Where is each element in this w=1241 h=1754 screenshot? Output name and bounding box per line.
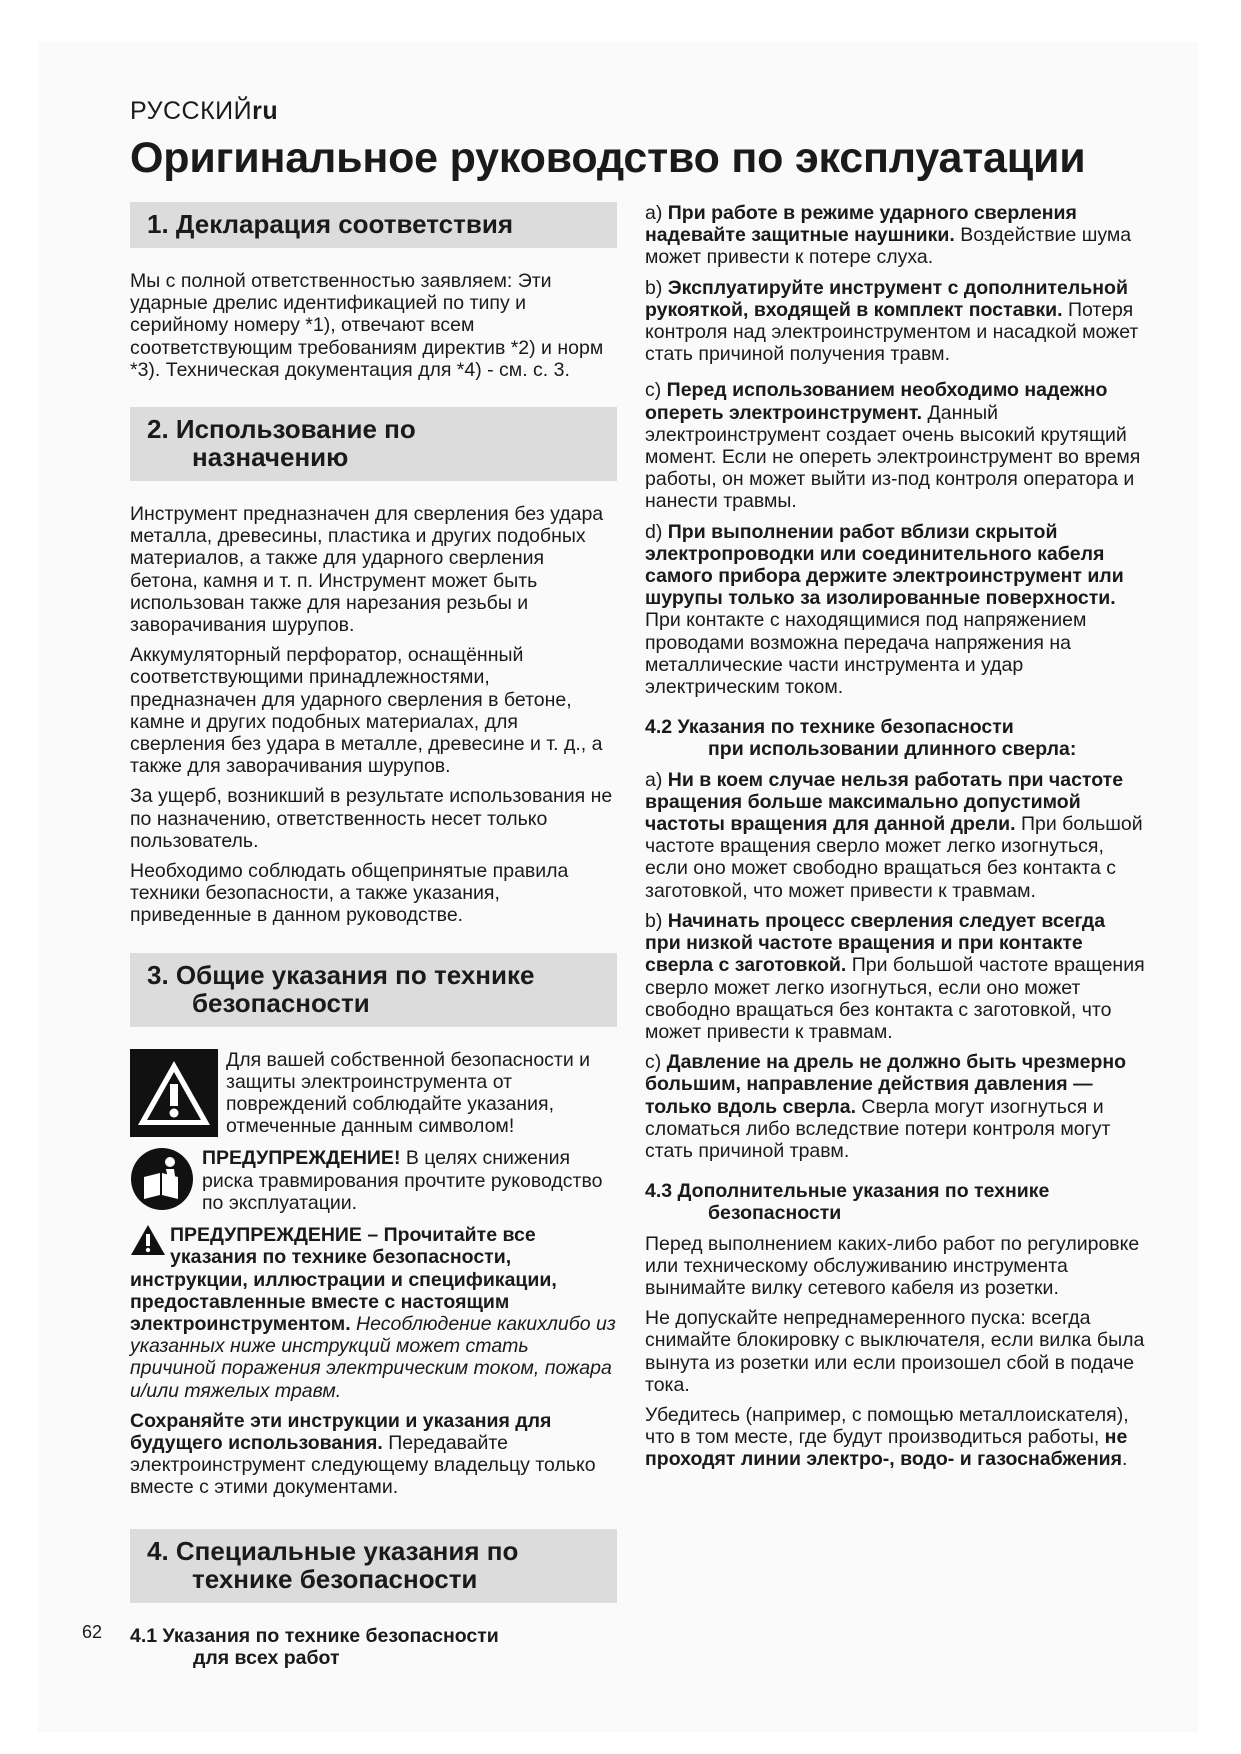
- subsection-4-1-line2: для всех работ: [193, 1646, 340, 1669]
- instruction-item-a: [645, 202, 1145, 269]
- item-bold: При выполнении работ вблизи скрытой электропроводки или соединительного кабеля самого прибора держите электроинструмент или шурупы только за изолированные поверхности.: [645, 520, 1124, 610]
- instruction-item-c: [645, 379, 1145, 512]
- section-3-title-line2: безопасности: [192, 987, 370, 1018]
- page-number: 62: [82, 1622, 103, 1642]
- left-column: [130, 202, 617, 1677]
- read-manual-icon: [130, 1147, 194, 1211]
- paragraph-end: .: [1122, 1448, 1128, 1471]
- small-warning-triangle-icon: [130, 1224, 166, 1256]
- page-title: Оригинальное руководство по эксплуатации: [130, 134, 1086, 182]
- warning-2-bold: Прочитайте все указания по технике безопасности, инструкции, иллюстрации и спецификации, предоставленные вместе с настоящим электроинструментом.: [130, 1224, 557, 1335]
- item-letter: b): [645, 909, 668, 932]
- section-2-paragraph: Необходимо соблюдать общепринятые правила техники безопасности, а также указания, приведенные в данном руководстве.: [130, 860, 569, 927]
- item-letter: c): [645, 379, 667, 402]
- item-bold: Ни в коем случае нельзя работать при частоте вращения больше максимально допустимой частоты вращения для данной дрели.: [645, 768, 1124, 836]
- long-drill-item-b: [645, 910, 1145, 1043]
- item-bold: При работе в режиме ударного сверления надевайте защитные наушники.: [645, 202, 1077, 247]
- subsection-4-1-heading: [130, 1625, 617, 1669]
- subsection-4-2-heading: [645, 716, 1145, 760]
- keep-instructions-paragraph: [130, 1410, 617, 1499]
- item-text: При большой частоте вращения сверло может легко изогнуться, если оно может свободно вращаться без контакта с заготовкой, что может привести к травмам.: [645, 813, 1143, 902]
- section-2-paragraph: За ущерб, возникший в результате использования не по назначению, ответственность несет только пользователь.: [130, 785, 613, 852]
- section-2-title-line2: назначению: [192, 442, 349, 473]
- section-2-paragraph: Инструмент предназначен для сверления без удара металла, древесины, пластика и других подобных материалов, а также для ударного сверления бетона, камня и т. п. Инструмент может быть использован также для нарезания резьбы и заворачивания шурупов.: [130, 503, 604, 637]
- keep-instructions-bold: Сохраняйте эти инструкции и указания для будущего использования.: [130, 1409, 552, 1454]
- section-4-heading: [130, 1529, 617, 1603]
- read-manual-row: [130, 1147, 617, 1214]
- paragraph-bold: не проходят линии электро-, водо- и газоснабжения: [645, 1426, 1128, 1471]
- language-name: РУССКИЙ: [130, 97, 253, 125]
- paragraph-text: Убедитесь (например, с помощью металлоискателя), что в том месте, где будут производиться работы,: [645, 1403, 1129, 1449]
- section-3-title-line1: 3. Общие указания по технике: [147, 959, 535, 990]
- item-text: Потеря контроля над электроинструментом и насадкой может стать причиной получения травм.: [645, 298, 1139, 366]
- warning-2-paragraph: [130, 1224, 617, 1402]
- item-text: При большой частоте вращения сверло может легко изогнуться, если оно может свободно вращаться без контакта с заготовкой, что может привести к травмам.: [645, 954, 1145, 1043]
- section-2-heading: [130, 407, 617, 481]
- item-text: При контакте с находящимися под напряжением проводами возможна передача напряжения на металлические части инструмента и удар электрическим током.: [645, 609, 1087, 699]
- subsection-4-3-line1: 4.3 Дополнительные указания по технике: [645, 1180, 1050, 1203]
- item-text: Воздействие шума может привести к потере слуха.: [645, 224, 1132, 269]
- safety-symbol-row: [130, 1049, 617, 1138]
- item-letter: a): [645, 768, 668, 791]
- safety-symbol-text: Для вашей собственной безопасности и защиты электроинструмента от повреждений соблюдайте указания, отмеченные данным символом!: [226, 1048, 591, 1138]
- warning-2-italic: Несоблюдение какихлибо из указанных ниже инструкций может стать причиной поражения электрическим током, пожара и/или тяжелых травм.: [130, 1312, 616, 1402]
- item-bold: Перед использованием необходимо надежно опереть электроинструмент.: [645, 379, 1108, 424]
- additional-paragraph-1: Перед выполнением каких-либо работ по регулировке или техническому обслуживанию инструмента вынимайте вилку сетевого кабеля из розетки.: [645, 1232, 1140, 1299]
- long-drill-item-c: [645, 1051, 1145, 1162]
- warning-1-label: ПРЕДУПРЕЖДЕНИЕ!: [202, 1147, 401, 1170]
- subsection-4-2-line2: при использовании длинного сверла:: [708, 738, 1077, 761]
- item-bold: Начинать процесс сверления следует всегда при низкой частоте вращения и при контакте сверла с заготовкой.: [645, 909, 1106, 977]
- item-text: Данный электроинструмент создает очень высокий крутящий момент. Если не опереть электроинструмент во время работы, он может выйти из-под контроля оператора и нанести травмы.: [645, 401, 1141, 513]
- warning-1-text: В целях снижения риска травмирования прочтите руководство по эксплуатации.: [202, 1147, 603, 1214]
- item-letter: d): [645, 520, 668, 543]
- item-text: Сверла могут изогнуться и сломаться либо вследствие потери контроля могут стать причиной травм.: [645, 1095, 1111, 1162]
- section-4-title-line1: 4. Специальные указания по: [147, 1535, 519, 1566]
- right-column: [645, 202, 1145, 1479]
- long-drill-item-a: [645, 769, 1145, 902]
- instruction-item-d: [645, 521, 1145, 699]
- item-letter: b): [645, 276, 668, 299]
- subsection-4-1-line1: 4.1 Указания по технике безопасности: [130, 1624, 499, 1647]
- section-2-title-line1: 2. Использование по: [147, 414, 416, 445]
- section-1-text: Мы с полной ответственностью заявляем: Эти ударные дрелис идентификацией по типу и серийному номеру *1), отвечают всем соответствующим требованиям директив *2) и норм *3). Техническая документация для *4) - см. с. 3.: [130, 270, 604, 381]
- section-1-heading: [130, 202, 617, 248]
- warning-2-lead: ПРЕДУПРЕЖДЕНИЕ –: [170, 1224, 384, 1247]
- item-bold: Давление на дрель не должно быть чрезмерно большим, направление действия давления — только вдоль сверла.: [645, 1051, 1127, 1118]
- language-code: ru: [252, 97, 279, 125]
- instruction-item-b: [645, 277, 1145, 366]
- item-letter: c): [645, 1051, 667, 1074]
- section-4-title-line2: технике безопасности: [192, 1563, 478, 1594]
- subsection-4-3-heading: [645, 1180, 1145, 1224]
- section-2-paragraph: Аккумуляторный перфоратор, оснащённый соответствующими принадлежностями, предназначен для ударного сверления в бетоне, камне и других подобных материалах, для сверления без удара в металле, древесине и т. д., а также для заворачивания шурупов.: [130, 644, 603, 778]
- subsection-4-3-line2: безопасности: [708, 1202, 842, 1225]
- item-letter: a): [645, 202, 668, 224]
- section-1-title: 1. Декларация соответствия: [147, 209, 514, 239]
- section-3-heading: [130, 953, 617, 1027]
- keep-instructions-text: Передавайте электроинструмент следующему владельцу только вместе с этими документами.: [130, 1431, 596, 1499]
- subsection-4-2-line1: 4.2 Указания по технике безопасности: [645, 716, 1014, 739]
- language-label: [130, 97, 278, 126]
- warning-triangle-icon: [130, 1049, 218, 1137]
- additional-paragraph-2: Не допускайте непреднамеренного пуска: всегда снимайте блокировку с выключателя, если вилка была вынута из розетки или если произошел сбой в подаче тока.: [645, 1307, 1145, 1396]
- additional-paragraph-3: [645, 1404, 1145, 1471]
- item-bold: Эксплуатируйте инструмент с дополнительной рукояткой, входящей в комплект поставки.: [645, 276, 1128, 321]
